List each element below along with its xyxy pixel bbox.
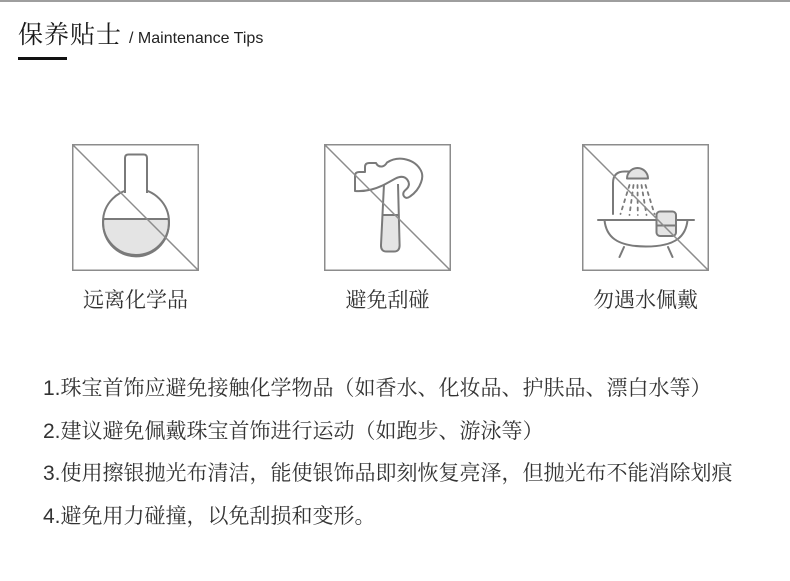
- bathtub-shower-icon: [582, 144, 709, 271]
- icon-label: 避免刮碰: [345, 289, 430, 312]
- title-chinese: 保养贴士: [18, 21, 123, 49]
- page-title: [18, 20, 263, 54]
- hammer-icon: [324, 144, 451, 271]
- title-english: / Maintenance Tips: [129, 30, 264, 47]
- icon-label: 远离化学品: [83, 289, 188, 312]
- tip-line: 4.避免用力碰撞，以免刮损和变形。: [43, 504, 376, 528]
- flask-icon: [72, 144, 199, 271]
- tip-icon-no-chemicals: [72, 144, 199, 311]
- tip-line: 2.建议避免佩戴珠宝首饰进行运动（如跑步、游泳等）: [43, 419, 544, 443]
- tip-icon-no-water: [582, 144, 709, 311]
- prohibition-diagonal: [583, 145, 708, 270]
- title-underline: [18, 57, 67, 60]
- section-header: [18, 20, 263, 60]
- icon-label: 勿遇水佩戴: [593, 289, 698, 312]
- tip-line: 1.珠宝首饰应避免接触化学物品（如香水、化妆品、护肤品、漂白水等）: [43, 377, 712, 400]
- tip-line: 3.使用擦银抛光布清洁，能使银饰品即刻恢复亮泽，但抛光布不能消除划痕: [43, 462, 733, 485]
- top-divider-rule: [0, 0, 790, 2]
- tips-list: [43, 368, 733, 538]
- tip-icon-no-knocks: [324, 144, 451, 311]
